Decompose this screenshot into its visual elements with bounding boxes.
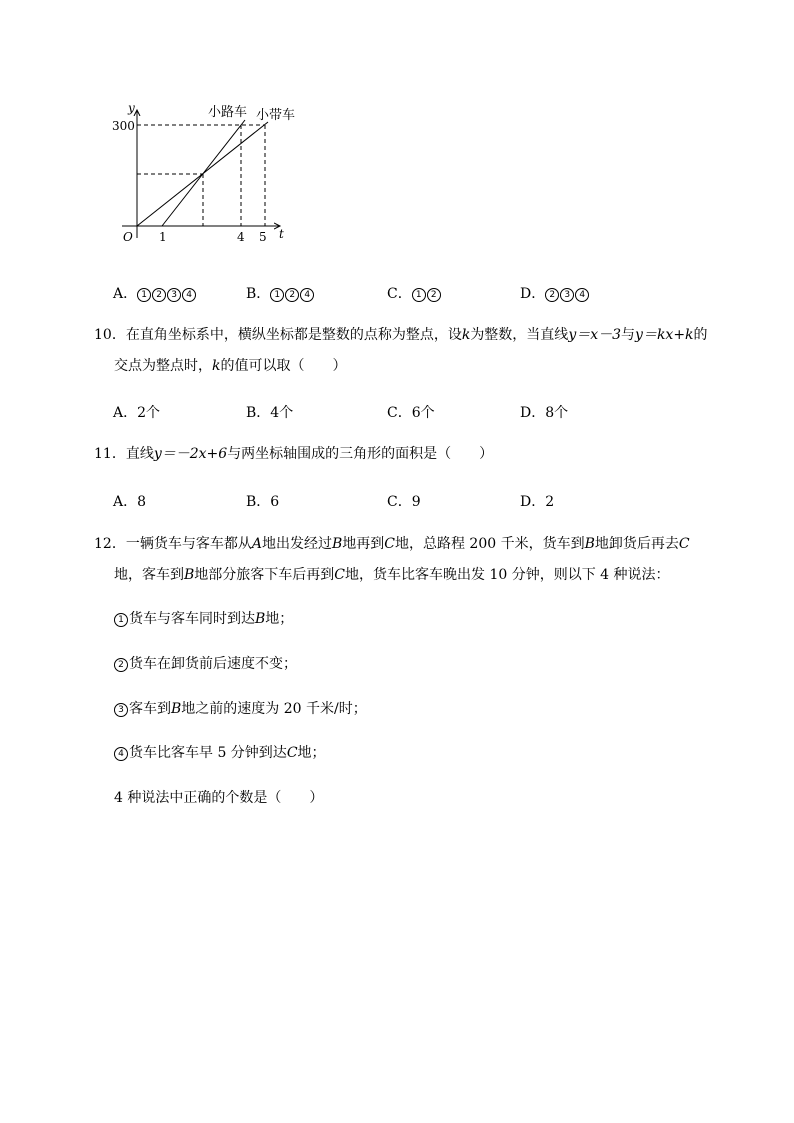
q9-option-a <box>113 283 197 303</box>
q10-text: 交点为整点时， <box>114 358 212 374</box>
q9-option-d <box>520 283 590 303</box>
q9-option-a-circ-2: 2 <box>152 288 166 302</box>
q12-var: A <box>251 536 262 552</box>
q12-text: 地再到 <box>342 536 385 552</box>
distance-time-graph <box>110 98 310 248</box>
q9-option-c-letter: C． <box>387 286 412 302</box>
y-axis-label: y <box>128 101 135 115</box>
q12-text: 一辆货车与客车都从 <box>125 536 252 552</box>
t-axis-label: t <box>279 227 284 241</box>
q10-eq-1: y＝x－3 <box>568 327 622 343</box>
q11-text: 直线 <box>125 446 154 462</box>
q12-statement-3-num: 3 <box>114 703 128 717</box>
q12-statement-3 <box>114 702 367 717</box>
q12-var: C <box>384 536 395 552</box>
t-tick-1: 1 <box>159 230 167 244</box>
q11-option-d: D．2 <box>520 494 555 510</box>
y-tick-300: 300 <box>112 119 135 133</box>
q10-k: k <box>461 327 471 343</box>
t-tick-5: 5 <box>259 230 267 244</box>
q10-k: k <box>212 358 221 374</box>
q12-statement-1-num: 1 <box>114 613 128 627</box>
q9-option-b <box>246 283 315 303</box>
q9-option-c <box>387 283 442 303</box>
q12-text: 货车与客车同时到达 <box>129 611 255 627</box>
q12-ask: 4 种说法中正确的个数是（ ） <box>114 790 324 806</box>
q12-var: B <box>255 611 266 627</box>
q12-text: 货车在卸货前后速度不变； <box>129 656 297 672</box>
q9-option-b-circ-1: 1 <box>270 288 284 302</box>
q10-text: 的值可以取（ ） <box>220 358 347 374</box>
q12-var: B <box>331 536 343 552</box>
q10-text: 在直角坐标系中，横纵坐标都是整数的点称为整点，设 <box>125 327 462 343</box>
q11-number: 11． <box>94 446 126 462</box>
q11-option-c: C．9 <box>387 494 421 510</box>
q10-option-b: B．4个 <box>246 405 294 421</box>
q11-stem <box>94 447 493 461</box>
q12-var: C <box>286 745 298 761</box>
q12-line-2 <box>114 568 670 582</box>
q12-statement-2-num: 2 <box>114 658 128 672</box>
q12-statement-1 <box>114 612 293 627</box>
q12-text: 地之前的速度为 20 千米/时； <box>181 701 367 717</box>
q12-var: B <box>184 567 195 583</box>
q10-line-2 <box>114 359 346 373</box>
q10-eq-2: y＝kx+k <box>635 327 694 343</box>
q12-statement-4 <box>114 746 326 761</box>
q9-option-a-circ-1: 1 <box>137 288 151 302</box>
q9-option-a-letter: A． <box>113 286 138 302</box>
q9-option-d-circ-1: 2 <box>545 288 559 302</box>
q9-option-c-circ-1: 1 <box>412 288 426 302</box>
q10-number: 10． <box>94 327 126 343</box>
q12-statement-2 <box>114 657 297 672</box>
line-b-label: 小带车 <box>256 108 296 123</box>
q12-text: 客车到 <box>129 701 171 717</box>
q9-option-c-circ-2: 2 <box>427 288 441 302</box>
q9-option-d-circ-3: 4 <box>575 288 589 302</box>
q12-text: 地； <box>297 745 326 761</box>
origin-label: O <box>123 230 133 244</box>
q12-text: 地卸货后再去 <box>594 536 679 552</box>
q12-var: C <box>334 567 346 583</box>
q12-var: C <box>678 536 690 552</box>
t-tick-4: 4 <box>237 230 245 244</box>
q9-option-b-circ-2: 2 <box>285 288 299 302</box>
q9-option-d-letter: D． <box>520 286 546 302</box>
q12-text: 地； <box>265 611 294 627</box>
q12-line-1 <box>94 537 690 551</box>
q11-option-b: B．6 <box>246 494 280 510</box>
q10-line-1 <box>94 328 708 342</box>
q9-option-b-letter: B． <box>246 286 271 302</box>
q12-text: 地出发经过 <box>261 536 332 552</box>
q9-option-b-circ-3: 4 <box>300 288 314 302</box>
q12-text: 地，客车到 <box>114 567 184 583</box>
q9-option-a-circ-3: 3 <box>167 288 181 302</box>
q10-option-c: C．6个 <box>387 405 435 421</box>
q12-var: B <box>171 701 182 717</box>
q12-text: 货车比客车早 5 分钟到达 <box>129 745 287 761</box>
q12-text: 地，总路程 200 千米，货车到 <box>394 536 585 552</box>
q12-statement-4-num: 4 <box>114 747 128 761</box>
q10-text: 与 <box>621 327 636 343</box>
q9-option-d-circ-2: 3 <box>560 288 574 302</box>
line-a-label: 小路车 <box>208 105 248 120</box>
q10-option-a: A．2个 <box>113 405 161 421</box>
q11-text: 与两坐标轴围成的三角形的面积是（ ） <box>227 446 494 462</box>
q12-text: 地，货车比客车晚出发 10 分钟，则以下 4 种说法： <box>345 567 670 583</box>
q11-option-a: A．8 <box>113 494 147 510</box>
q12-text: 地部分旅客下车后再到 <box>194 567 335 583</box>
q11-eq: y＝－2x+6 <box>153 446 228 462</box>
q9-option-a-circ-4: 4 <box>182 288 196 302</box>
q10-option-d: D．8个 <box>520 405 569 421</box>
q10-text: 的 <box>693 327 708 343</box>
q12-var: B <box>584 536 595 552</box>
q12-number: 12． <box>94 536 126 552</box>
q10-text: 为整数，当直线 <box>470 327 569 343</box>
